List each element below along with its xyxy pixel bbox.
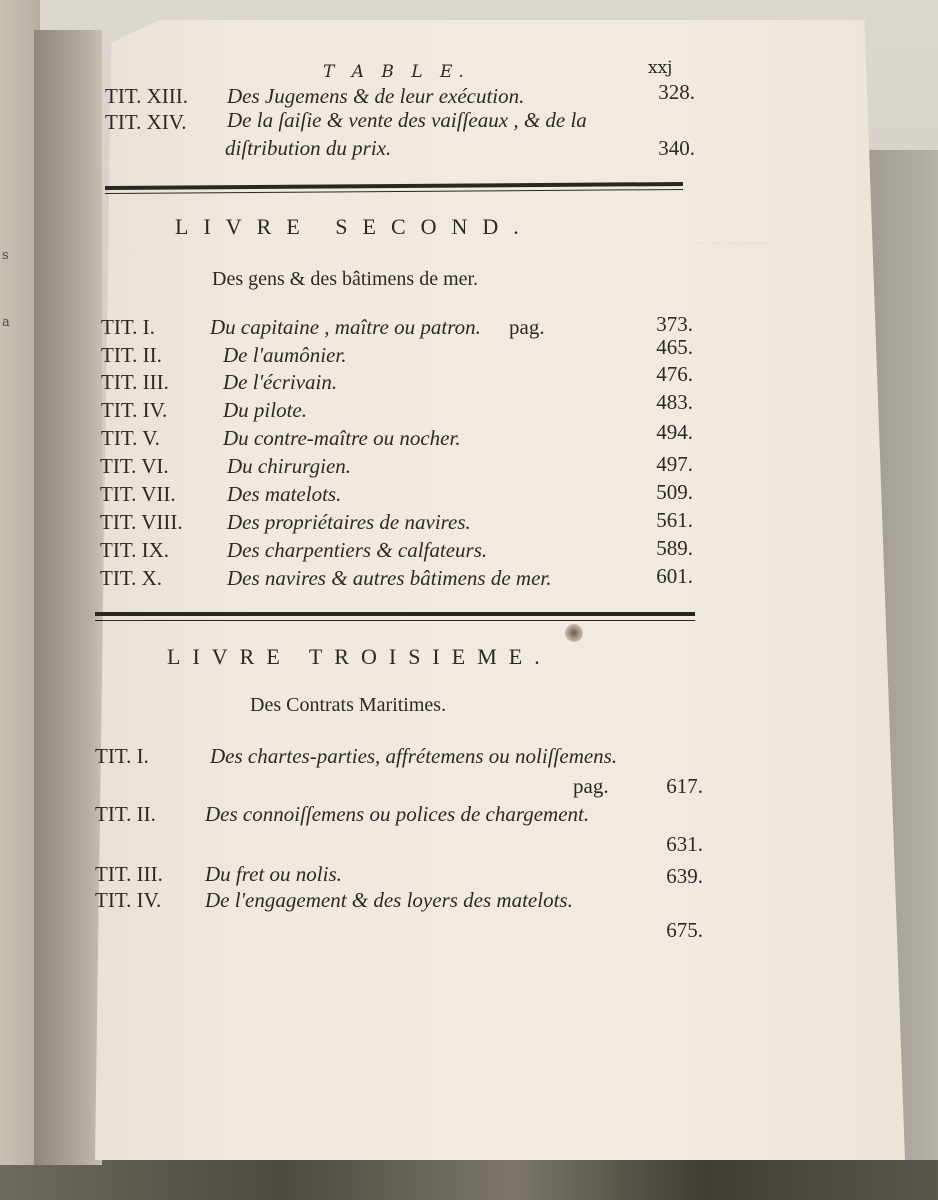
title-number: TIT. X. [100,566,163,590]
book-heading: LIVRE SECOND. [175,214,534,239]
toc-entry [95,80,695,110]
toc-entry [95,888,705,944]
title-number: TIT. IV. [95,888,162,912]
toc-entry [95,335,695,371]
pag-label: pag. [573,774,609,798]
title-number: TIT. V. [101,426,160,450]
divider-rule [95,612,695,616]
title-number: TIT. XIII. [105,84,188,108]
toc-entry [95,110,695,162]
page-ref: 675. [666,918,703,942]
title-name: Des navires & autres bâtimens de mer. [227,566,552,590]
toc-entry [95,510,695,538]
page-ref: 465. [656,335,693,359]
page-ref: 601. [656,564,693,588]
title-number: TIT. II. [95,802,156,826]
title-number: TIT. XIV. [105,110,187,134]
title-name: Du chirurgien. [227,454,352,478]
title-number: TIT. VII. [100,482,176,506]
title-name: De la ſaiſie & vente des vaiſſeaux , & de la [227,108,587,132]
table-surface [0,1160,938,1200]
toc-entry [95,390,695,426]
title-number: TIT. III. [101,370,169,394]
divider-rule [95,620,695,621]
title-name: Des propriétaires de navires. [227,510,471,534]
toc-entry [95,312,695,343]
page-number: xxj [648,58,673,78]
page-ref: 373. [656,312,693,336]
page-header [95,60,695,84]
page-ref: 509. [656,480,693,504]
edge-letter: s [2,248,9,263]
title-name: De l'écrivain. [223,370,338,394]
title-number: TIT. II. [101,343,162,367]
title-name: Du fret ou nolis. [205,862,342,886]
page-ref: 639. [666,864,703,888]
toc-entry [95,482,695,510]
title-name: Du capitaine , maître ou patron. [210,315,481,339]
pag-label: pag. [509,315,545,339]
title-name: De l'engagement & des loyers des matelots. [205,888,573,912]
title-name: Des matelots. [227,482,342,506]
page-ref: 494. [656,420,693,444]
title-number: TIT. VIII. [100,510,183,534]
book-subtitle: Des gens & des bâtimens de mer. [212,268,479,290]
title-name: Des connoiſſemens ou polices de chargement. [205,802,590,826]
page-ref: 328. [658,80,695,104]
title-number: TIT. IX. [100,538,169,562]
title-number: TIT. VI. [100,454,169,478]
title-number: TIT. IV. [101,398,168,422]
title-name: Des Jugemens & de leur exécution. [227,84,525,108]
ink-stain [565,624,583,642]
page-ref: 476. [656,362,693,386]
running-title: T A B L E. [323,62,470,82]
page-ref: 617. [666,774,703,798]
book-heading: LIVRE TROISIEME. [167,644,552,669]
toc-entry [95,362,695,398]
title-name: Du pilote. [223,398,307,422]
book-subtitle: Des Contrats Maritimes. [250,694,447,716]
toc-entry [95,802,705,858]
page-ref: 483. [656,390,693,414]
title-name-continued: diſtribution du prix. [225,136,392,160]
title-number: TIT. I. [101,315,155,339]
title-name: Des chartes-parties, affrétemens ou noliſſemens. [210,744,618,768]
page-ref: 497. [656,452,693,476]
title-number: TIT. I. [95,744,149,768]
page-ref: 631. [666,832,703,856]
toc-entry [95,566,695,594]
toc-entry [95,744,705,800]
toc-entry [95,454,695,482]
bleed-through-text: ....................... [695,232,770,247]
edge-letter: a [2,315,10,330]
toc-entry [95,538,695,566]
title-name: Des charpentiers & calfateurs. [227,538,488,562]
title-name: De l'aumônier. [223,343,347,367]
title-name: Du contre-maître ou nocher. [223,426,461,450]
page-ref: 561. [656,508,693,532]
page-ref: 340. [658,136,695,160]
toc-entry [95,420,695,454]
toc-entry [95,862,705,890]
book-gutter [34,30,102,1165]
page-ref: 589. [656,536,693,560]
title-number: TIT. III. [95,862,163,886]
